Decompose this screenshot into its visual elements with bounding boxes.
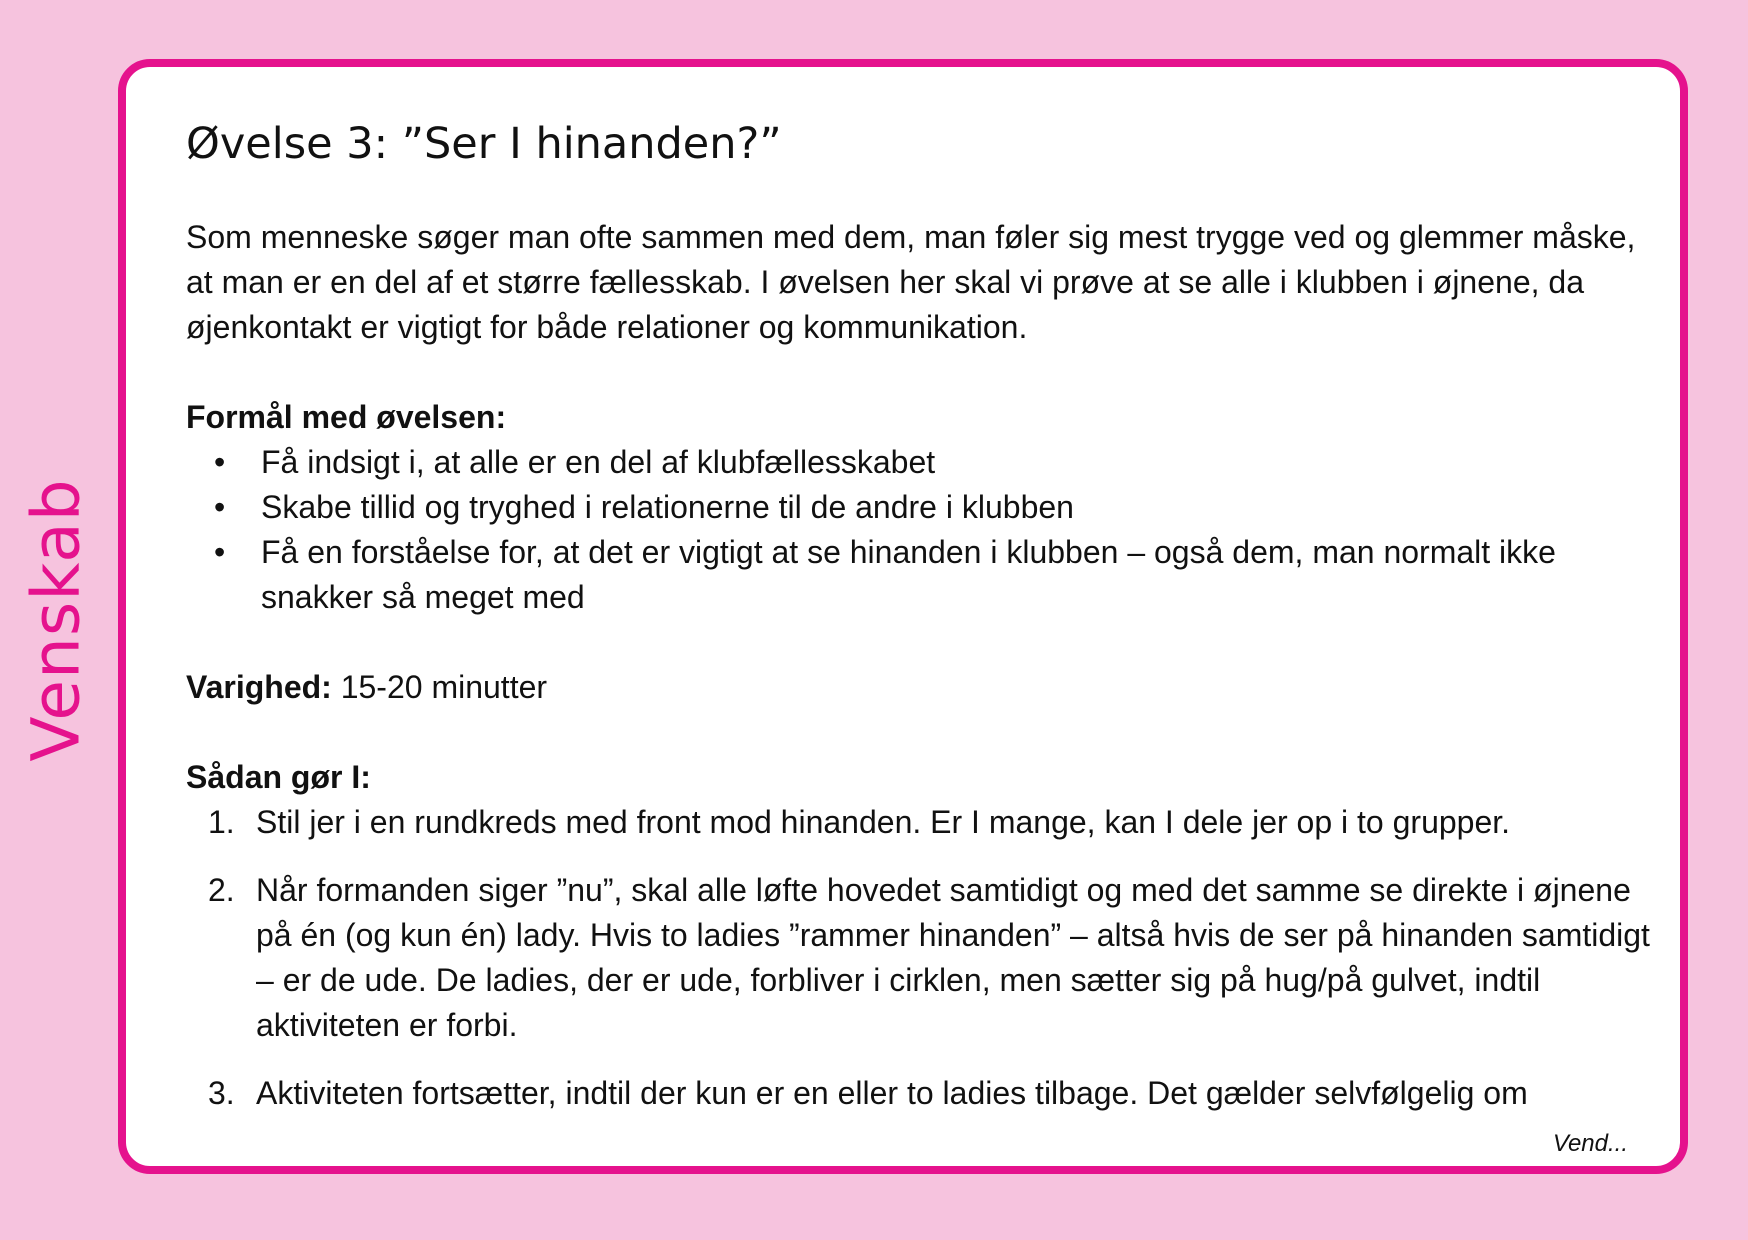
step-text: Når formanden siger ”nu”, skal alle løfte hovedet samtidigt og med det samme se direkte i øjnene på én (og kun én) lady. Hvis to ladies ”rammer hinanden” – altså hvis de ser på hinanden samtidigt – er de ude. De ladies, der er ude, forbliver i cirklen, men sætter sig på hug/på gulvet, indtil aktiviteten er forbi. (256, 872, 1650, 1043)
step-text: Stil jer i en rundkreds med front mod hinanden. Er I mange, kan I dele jer op i to grupper. (256, 804, 1511, 840)
turn-over-note: Vend... (1552, 1130, 1628, 1157)
purpose-item-text: Få en forståelse for, at det er vigtigt at se hinanden i klubben – også dem, man normalt ikke snakker så meget med (261, 534, 1556, 615)
step-item (186, 868, 1656, 1048)
exercise-card (118, 59, 1688, 1174)
purpose-item (186, 530, 1656, 620)
step-number: 2. (208, 872, 235, 908)
step-item (186, 1071, 1656, 1116)
bullet-icon: • (214, 489, 226, 525)
duration-label: Varighed: (186, 669, 332, 705)
purpose-item (186, 485, 1656, 530)
step-number: 3. (208, 1075, 235, 1111)
duration-line (186, 665, 1656, 710)
side-label: Venskab (17, 478, 95, 762)
step-number: 1. (208, 804, 235, 840)
purpose-item-text: Skabe tillid og tryghed i relationerne til de andre i klubben (261, 489, 1074, 525)
purpose-item-text: Få indsigt i, at alle er en del af klubfællesskabet (261, 444, 936, 480)
bullet-icon: • (214, 534, 226, 570)
step-text: Aktiviteten fortsætter, indtil der kun er en eller to ladies tilbage. Det gælder selvfølgelig om (256, 1075, 1528, 1111)
howto-heading: Sådan gør I: (186, 759, 371, 795)
duration-value: 15-20 minutter (340, 669, 548, 705)
purpose-list (186, 440, 1656, 620)
steps-list (186, 800, 1656, 1116)
card-content (186, 117, 1656, 1139)
bullet-icon: • (214, 444, 226, 480)
purpose-heading: Formål med øvelsen: (186, 399, 507, 435)
step-item (186, 800, 1656, 845)
page-title: Øvelse 3: ”Ser I hinanden?” (186, 119, 782, 169)
intro-paragraph: Som menneske søger man ofte sammen med dem, man føler sig mest trygge ved og glemmer måske, at man er en del af et større fællesskab. I øvelsen her skal vi prøve at se alle i klubben i øjnene, da øjenkontakt er vigtigt for både relationer og kommunikation. (186, 219, 1636, 345)
purpose-item (186, 440, 1656, 485)
